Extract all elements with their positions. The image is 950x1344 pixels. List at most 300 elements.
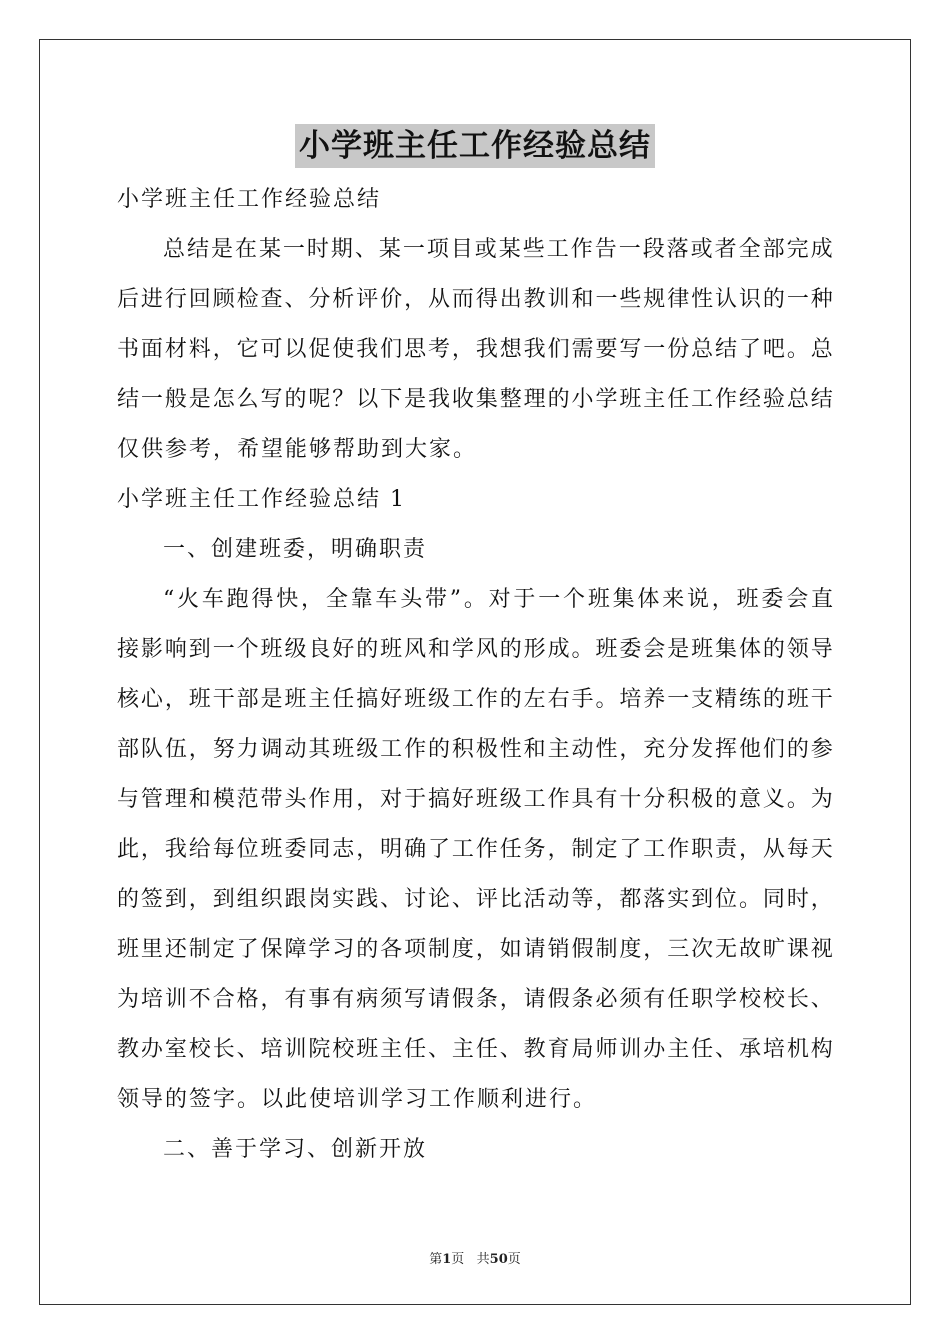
text-char: 期 (330, 237, 353, 262)
text-char: 一 (643, 337, 666, 362)
text-char: ， (711, 587, 734, 612)
text-char: 假 (547, 987, 570, 1012)
text-char: ， (301, 587, 324, 612)
text-char: 的 (762, 287, 785, 312)
text-char: ， (188, 887, 211, 912)
text-char: 思 (404, 337, 427, 362)
text-char: 性 (691, 287, 714, 312)
text-char: 条 (475, 987, 498, 1012)
text-char: ， (140, 837, 163, 862)
text-char: 长 (786, 987, 809, 1012)
text-char: 明 (380, 837, 403, 862)
text-char: 落 (643, 887, 666, 912)
text-char: 请 (523, 937, 546, 962)
text-char: 对 (488, 587, 511, 612)
text-char: 充 (643, 737, 666, 762)
text-char: 干 (810, 687, 833, 712)
text-char: 结 (810, 387, 833, 412)
text-char: 训 (284, 1037, 307, 1062)
text-char: 结 (117, 387, 140, 412)
text-char: 的 (356, 937, 379, 962)
text-char: 作 (308, 787, 331, 812)
text-char: 意 (738, 787, 761, 812)
text-char: 跟 (284, 887, 307, 912)
text-char: 使 (332, 337, 355, 362)
text-char: 进 (140, 287, 163, 312)
text-char: 的 (547, 387, 570, 412)
text-char: 班 (595, 637, 618, 662)
text-char: 模 (212, 787, 235, 812)
text-char: 办 (643, 1037, 666, 1062)
text-char: 某 (498, 237, 521, 262)
text-char: 师 (595, 1037, 618, 1062)
text-char: 作 (570, 237, 593, 262)
text-char: 个 (563, 587, 586, 612)
text-char: 经 (738, 387, 761, 412)
text-char: ， (643, 937, 666, 962)
text-char: 故 (738, 937, 761, 962)
text-char: 评 (356, 287, 379, 312)
text-char: 还 (164, 937, 187, 962)
text-char: 练 (738, 687, 761, 712)
text-char: 视 (810, 937, 833, 962)
footer-prefix: 第 (429, 1252, 443, 1267)
text-char: 出 (499, 287, 522, 312)
text-char: 好 (332, 637, 355, 662)
text-char: 了 (427, 837, 450, 862)
text-char: 、 (451, 887, 474, 912)
text-char: 写 (404, 987, 427, 1012)
text-char: 材 (164, 337, 187, 362)
text-char: 些 (522, 237, 545, 262)
text-char: 精 (715, 687, 738, 712)
text-char: 验 (762, 387, 785, 412)
text-char: 各 (380, 937, 403, 962)
text-char: 有 (595, 787, 618, 812)
text-char: 。 (463, 587, 486, 612)
text-char: 接 (117, 637, 140, 662)
text-char: 有 (332, 987, 355, 1012)
text-char: 习 (332, 937, 355, 962)
text-char: 影 (140, 637, 163, 662)
text-char: 班 (736, 587, 759, 612)
text-char: 作 (715, 387, 738, 412)
text-char: 呢 (308, 387, 331, 412)
text-char: 理 (164, 787, 187, 812)
text-char: 结 (715, 337, 738, 362)
text-char: 制 (595, 937, 618, 962)
text-char: 促 (308, 337, 331, 362)
text-char: 是 (260, 687, 283, 712)
text-char: 想 (499, 337, 522, 362)
text-char: 怎 (212, 387, 235, 412)
text-char: 请 (523, 987, 546, 1012)
text-char: 、 (810, 987, 833, 1012)
text-char: 评 (475, 887, 498, 912)
text-char: 位 (715, 887, 738, 912)
text-char: 学 (715, 987, 738, 1012)
text-char: 职 (691, 987, 714, 1012)
text-char: 局 (571, 1037, 594, 1062)
text-char: 和 (188, 787, 211, 812)
text-char: 小 (571, 387, 594, 412)
text-char: 极 (691, 787, 714, 812)
text-char: 三 (667, 937, 690, 962)
text-char: 右 (547, 687, 570, 712)
text-char: 落 (666, 237, 689, 262)
text-char: 火 (177, 587, 200, 612)
text-char: 成 (810, 237, 833, 262)
text-char: 总 (691, 337, 714, 362)
text-char: 实 (332, 887, 355, 912)
text-line (117, 1128, 833, 1178)
text-char: 头 (400, 587, 423, 612)
text-line (117, 1028, 833, 1078)
text-line (117, 628, 833, 678)
text-char: 确 (404, 837, 427, 862)
text-char: 班 (404, 687, 427, 712)
text-char: 十 (619, 787, 642, 812)
text-char: 我 (427, 387, 450, 412)
text-char: 院 (308, 1037, 331, 1062)
text-char: 同 (308, 837, 331, 862)
text-char: 完 (786, 237, 809, 262)
text-char: 。 (786, 787, 809, 812)
text-char: ， (451, 337, 474, 362)
text-char: 一 (282, 237, 305, 262)
text-char: 风 (475, 637, 498, 662)
text-char: 的 (284, 387, 307, 412)
text-char: 说 (687, 587, 710, 612)
text-char: 级 (499, 787, 522, 812)
text-char: 是 (404, 387, 427, 412)
text-char: 养 (643, 687, 666, 712)
text-run: 小学班主任工作经验总结 (117, 187, 382, 212)
text-char: 合 (212, 987, 235, 1012)
text-char: 级 (356, 737, 379, 762)
text-char: 成 (547, 637, 570, 662)
text-char: 训 (619, 1037, 642, 1062)
footer-page-number: 1 (442, 1252, 452, 1267)
text-char: 为 (117, 987, 140, 1012)
text-char: 份 (667, 337, 690, 362)
text-char: ， (810, 887, 833, 912)
text-char: 培 (762, 1037, 785, 1062)
text-char: 培 (140, 987, 163, 1012)
text-char: 作 (475, 837, 498, 862)
text-char: 。 (786, 337, 809, 362)
text-char: 同 (762, 887, 785, 912)
text-char: 班 (260, 837, 283, 862)
text-char: 学 (451, 637, 474, 662)
text-char: 比 (499, 887, 522, 912)
text-char: 无 (715, 937, 738, 962)
text-char: 领 (786, 637, 809, 662)
text-char: 以 (284, 337, 307, 362)
text-char: 的 (427, 737, 450, 762)
text-char: 级 (284, 637, 307, 662)
text-char: 的 (356, 637, 379, 662)
text-char: 分 (643, 787, 666, 812)
text-char: 头 (284, 787, 307, 812)
text-char: 校 (738, 987, 761, 1012)
text-char: 论 (427, 887, 450, 912)
text-char: 者 (714, 237, 737, 262)
text-char: 假 (451, 987, 474, 1012)
text-char: 一 (618, 237, 641, 262)
text-char: 跑 (226, 587, 249, 612)
document-title: 小学班主任工作经验总结 (295, 124, 655, 168)
text-char: ， (404, 287, 427, 312)
text-char: 工 (523, 787, 546, 812)
text-char: 是 (188, 387, 211, 412)
text-char: 践 (356, 887, 379, 912)
text-char: 参 (810, 737, 833, 762)
text-char: 任 (667, 387, 690, 412)
text-char: 范 (236, 787, 259, 812)
text-char: 主 (547, 737, 570, 762)
text-line (117, 528, 833, 578)
text-char: 们 (380, 337, 403, 362)
text-char: 好 (451, 787, 474, 812)
text-char: “ (163, 587, 175, 612)
text-char: 的 (762, 687, 785, 712)
text-char: 律 (667, 287, 690, 312)
title-container (0, 124, 950, 168)
text-char: 们 (547, 337, 570, 362)
text-char: 到 (691, 887, 714, 912)
text-char: 主 (308, 687, 331, 712)
text-char: 义 (762, 787, 785, 812)
text-char: 作 (547, 787, 570, 812)
text-char: 保 (260, 937, 283, 962)
text-char: 干 (212, 687, 235, 712)
text-char: 识 (738, 287, 761, 312)
text-char: 承 (738, 1037, 761, 1062)
text-char: ， (212, 337, 235, 362)
text-char: 活 (523, 887, 546, 912)
text-char: 规 (643, 287, 666, 312)
text-char: 目 (450, 237, 473, 262)
text-char: 好 (380, 687, 403, 712)
text-char: 得 (251, 587, 274, 612)
text-char: 全 (738, 237, 761, 262)
text-char: 、 (284, 287, 307, 312)
text-line (117, 578, 833, 628)
text-char: 训 (547, 287, 570, 312)
text-char: 工 (380, 737, 403, 762)
text-char: 认 (715, 287, 738, 312)
text-char: 责 (715, 837, 738, 862)
text-char: 快 (276, 587, 299, 612)
text-char: 动 (571, 737, 594, 762)
text-char: 们 (762, 737, 785, 762)
text-char: 是 (210, 237, 233, 262)
text-char: 么 (236, 387, 259, 412)
text-char: 一 (140, 387, 163, 412)
text-line (117, 228, 833, 278)
text-char: 。 (738, 887, 761, 912)
text-char: 、 (715, 1037, 738, 1062)
text-char: 后 (117, 287, 140, 312)
text-char: 行 (164, 287, 187, 312)
text-char: 于 (513, 587, 536, 612)
text-char: 搞 (427, 787, 450, 812)
text-char: 顾 (212, 287, 235, 312)
text-char: ， (499, 987, 522, 1012)
text-char: 每 (212, 837, 235, 862)
text-char: 检 (236, 287, 259, 312)
text-char: 析 (332, 287, 355, 312)
text-char: 或 (690, 237, 713, 262)
text-char: 校 (188, 1037, 211, 1062)
text-char: 体 (738, 637, 761, 662)
text-char: 任 (404, 1037, 427, 1062)
text-char: 直 (810, 587, 833, 612)
text-char: 。 (595, 687, 618, 712)
text-char: 项 (426, 237, 449, 262)
text-char: 体 (637, 587, 660, 612)
text-char: ， (595, 887, 618, 912)
text-char: 考 (427, 337, 450, 362)
text-char: 整 (499, 387, 522, 412)
text-run: 领导的签字。以此使培训学习工作顺利进行。 (117, 1087, 598, 1112)
text-char: 班 (786, 687, 809, 712)
footer-total-pages: 50 (489, 1252, 508, 1267)
text-char: 办 (140, 1037, 163, 1062)
text-line (117, 978, 833, 1028)
text-char: 性 (499, 737, 522, 762)
text-line (117, 378, 833, 428)
text-char: 积 (667, 787, 690, 812)
text-char: 是 (667, 637, 690, 662)
text-char: 和 (427, 637, 450, 662)
text-char: 了 (738, 337, 761, 362)
text-char: 须 (380, 987, 403, 1012)
text-char: 要 (595, 337, 618, 362)
text-char: 分 (308, 287, 331, 312)
text-char: 工 (546, 237, 569, 262)
text-char: ， (188, 737, 211, 762)
text-char: 给 (188, 837, 211, 862)
text-char: 岗 (308, 887, 331, 912)
text-char: 的 (786, 737, 809, 762)
text-char: 带 (260, 787, 283, 812)
text-char: 定 (595, 837, 618, 862)
text-char: 实 (667, 887, 690, 912)
text-line (117, 478, 833, 528)
text-char: ， (619, 737, 642, 762)
text-char: 带 (425, 587, 448, 612)
text-char: ， (164, 687, 187, 712)
text-char: 个 (236, 637, 259, 662)
text-char: 时 (786, 887, 809, 912)
text-char: ， (356, 837, 379, 862)
text-char: 以 (356, 387, 379, 412)
text-char: 机 (786, 1037, 809, 1062)
text-char: 任 (499, 837, 522, 862)
text-char: 如 (499, 937, 522, 962)
text-char: 和 (571, 287, 594, 312)
text-char: 回 (188, 287, 211, 312)
text-char: 班 (260, 637, 283, 662)
text-line (117, 278, 833, 328)
text-char: 工 (451, 837, 474, 862)
text-char: 了 (236, 937, 259, 962)
text-char: 种 (810, 287, 833, 312)
text-char: 任 (691, 1037, 714, 1062)
text-char: 写 (619, 337, 642, 362)
text-char: 教 (117, 1037, 140, 1062)
text-char: 主 (451, 1037, 474, 1062)
text-char: 次 (691, 937, 714, 962)
text-char: 一 (538, 587, 561, 612)
text-char: 部 (762, 237, 785, 262)
text-char: 料 (188, 337, 211, 362)
text-char: 班 (691, 637, 714, 662)
text-char: 一 (402, 237, 425, 262)
text-char: 育 (547, 1037, 570, 1062)
text-char: 书 (117, 337, 140, 362)
text-char: 它 (236, 337, 259, 362)
text-char: 般 (164, 387, 187, 412)
text-char: 务 (523, 837, 546, 862)
text-char: 主 (380, 1037, 403, 1062)
text-char: 、 (499, 1037, 522, 1062)
text-char: 班 (619, 387, 642, 412)
text-line (117, 878, 833, 928)
text-char: 有 (643, 987, 666, 1012)
text-char: 假 (571, 937, 594, 962)
text-char: 委 (619, 637, 642, 662)
text-char: 位 (236, 837, 259, 862)
text-char: 每 (786, 837, 809, 862)
text-char: 度 (619, 937, 642, 962)
text-char: 的 (715, 787, 738, 812)
text-char: 制 (188, 937, 211, 962)
text-char: 我 (523, 337, 546, 362)
text-char: 班 (284, 687, 307, 712)
text-char: 段 (642, 237, 665, 262)
text-line (117, 1078, 833, 1128)
text-char: 核 (117, 687, 140, 712)
text-char: 动 (284, 737, 307, 762)
text-char: ” (449, 587, 462, 612)
text-char: 度 (451, 937, 474, 962)
text-char: 工 (691, 387, 714, 412)
text-char: 构 (810, 1037, 833, 1062)
text-run: 仅供参考，希望能够帮助到大家。 (117, 437, 478, 462)
text-char: 教 (523, 1037, 546, 1062)
text-char: 班 (587, 587, 610, 612)
text-char: 得 (475, 287, 498, 312)
text-char: 车 (201, 587, 224, 612)
text-char: 有 (284, 987, 307, 1012)
text-char: 一 (667, 687, 690, 712)
text-char: 集 (612, 587, 635, 612)
text-char: 部 (236, 687, 259, 712)
text-char: 工 (451, 687, 474, 712)
text-char: 了 (619, 837, 642, 862)
text-char: 一 (595, 287, 618, 312)
text-line (117, 328, 833, 378)
text-char: 作 (404, 737, 427, 762)
text-char: 结 (186, 237, 209, 262)
text-char: 都 (619, 887, 642, 912)
text-char: 里 (140, 937, 163, 962)
text-char: 而 (451, 287, 474, 312)
text-char: 职 (691, 837, 714, 862)
